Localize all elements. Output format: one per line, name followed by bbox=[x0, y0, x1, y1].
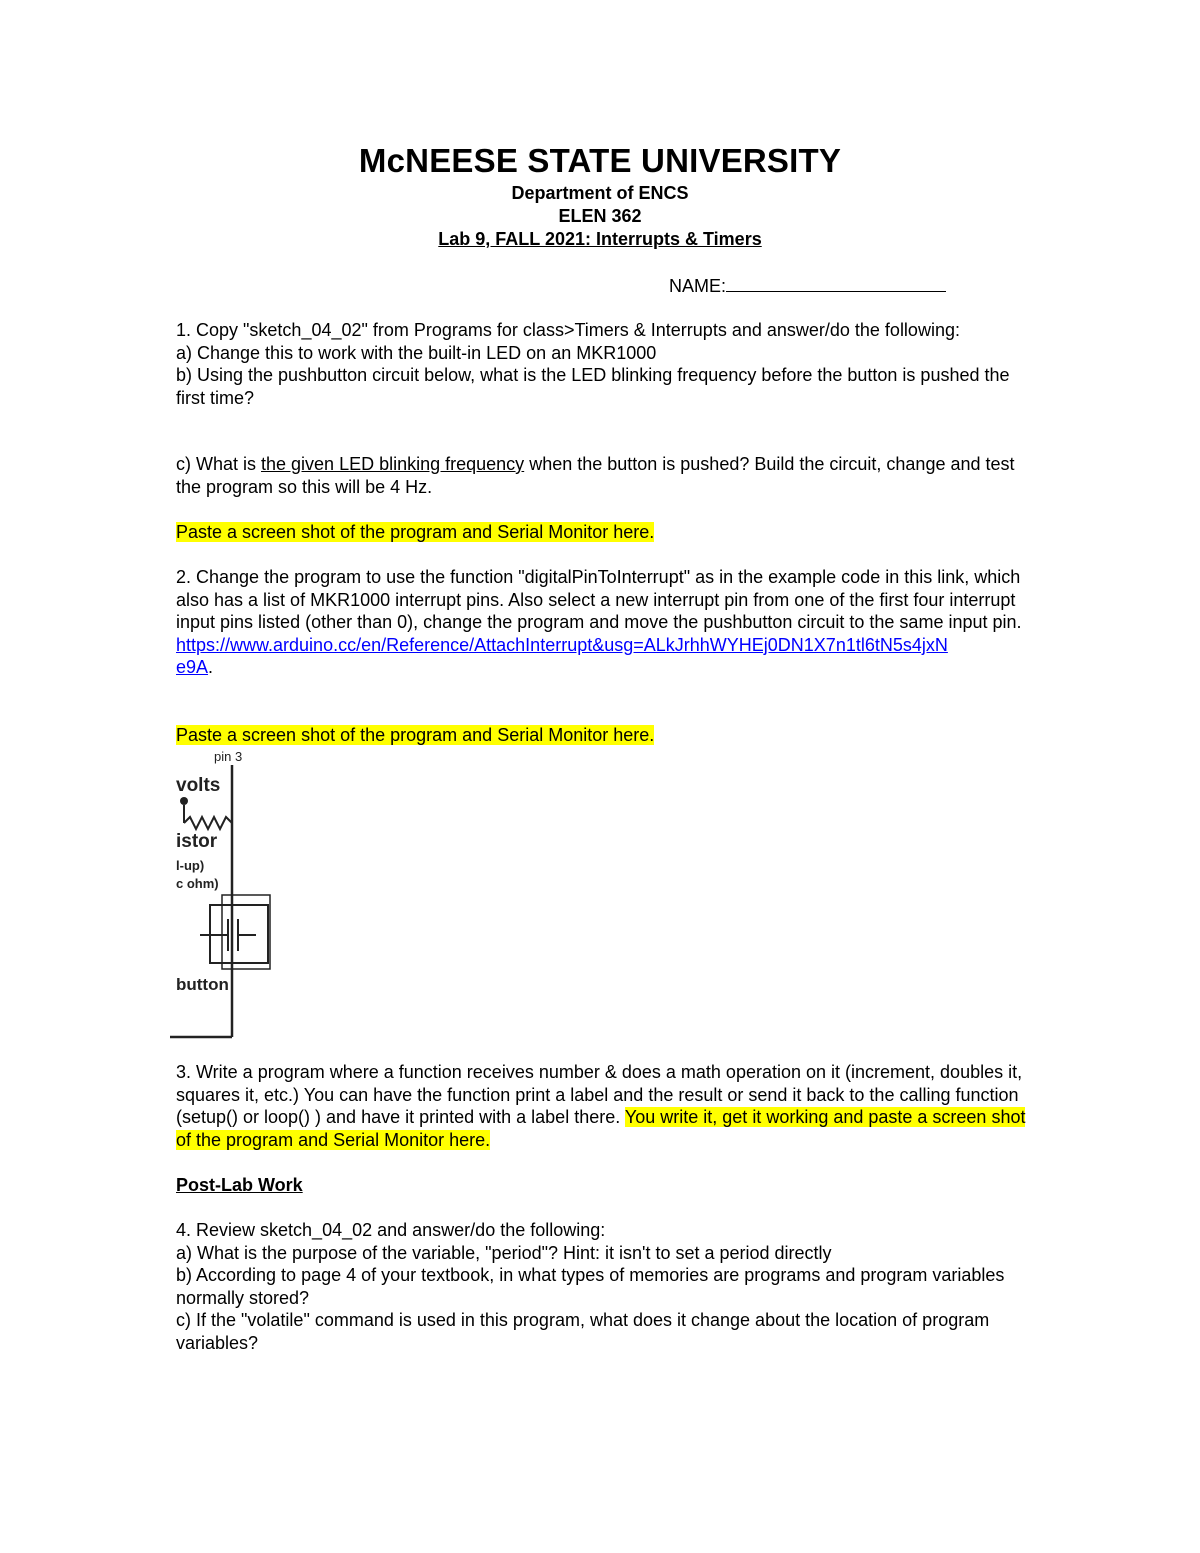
post-lab-heading bbox=[176, 1174, 1036, 1197]
arduino-reference-link[interactable]: https://www.arduino.cc/en/Reference/AttachInterrupt&usg=ALkJrhhWYHEj0DN1X7n1tl6tN5s4jxN bbox=[176, 634, 948, 655]
pushbutton-icon bbox=[200, 895, 270, 969]
q1-intro: 1. Copy "sketch_04_02" from Programs for class>Timers & Interrupts and answer/do the following: bbox=[176, 320, 960, 340]
q1-paste-highlight: Paste a screen shot of the program and Serial Monitor here. bbox=[176, 522, 655, 542]
q1-part-c bbox=[176, 453, 1036, 498]
q2-text: 2. Change the program to use the function "digitalPinToInterrupt" as in the example code in this link, which also has a list of MKR1000 interrupt pins. Also select a new interrupt pin from one of the first four interrupt input pins listed (other than 0), change the program and move the pushbutton circuit to the same input pin. bbox=[176, 567, 1022, 633]
circuit-pin-label: pin 3 bbox=[214, 749, 243, 764]
q1-c-suffix: when the button is pushed? Build the circuit, change and test the program so this will be 4 Hz. bbox=[176, 454, 1015, 497]
q1-part-b: b) Using the pushbutton circuit below, what is the LED blinking frequency before the button is pushed the first time? bbox=[176, 365, 1010, 408]
resistor-icon bbox=[184, 817, 232, 829]
circuit-button-label: button bbox=[176, 975, 229, 994]
arduino-reference-link-cont[interactable]: e9A bbox=[176, 657, 209, 678]
q4-intro: 4. Review sketch_04_02 and answer/do the following: bbox=[176, 1220, 606, 1240]
q1-c-underlined: the given LED blinking frequency bbox=[261, 454, 525, 474]
question-4 bbox=[176, 1219, 1036, 1355]
circuit-ohm-label: c ohm) bbox=[176, 876, 219, 891]
pushbutton-circuit-diagram bbox=[170, 745, 280, 1045]
q2-link-line-1 bbox=[176, 634, 1036, 657]
q1-c-prefix: c) What is bbox=[176, 454, 262, 474]
q2-paste-highlight: Paste a screen shot of the program and Serial Monitor here. bbox=[176, 725, 655, 745]
q1-paste-instruction bbox=[176, 521, 1036, 544]
circuit-pullup-label: l-up) bbox=[176, 858, 205, 873]
name-blank-line[interactable] bbox=[726, 274, 946, 292]
name-label: NAME: bbox=[669, 276, 727, 296]
lab-title: Lab 9, FALL 2021: Interrupts & Timers bbox=[438, 229, 762, 249]
q1-part-a: a) Change this to work with the built-in LED on an MKR1000 bbox=[176, 342, 657, 363]
q2-link-suffix: . bbox=[208, 657, 214, 678]
q4-part-b: b) According to page 4 of your textbook, in what types of memories are programs and program variables normally stored? bbox=[176, 1265, 1005, 1308]
circuit-resistor-label: istor bbox=[176, 831, 218, 852]
q3-text: 3. Write a program where a function receives number & does a math operation on it (increment, doubles it, squares it, etc.) You can have the function print a label and the result or send it back to the calling function (setup() or loop() ) and have it printed with a label there. bbox=[176, 1062, 1023, 1128]
question-3 bbox=[176, 1061, 1036, 1151]
q2-link-line-2 bbox=[176, 656, 1036, 679]
department-name: Department of ENCS bbox=[511, 183, 689, 203]
circuit-volts-label: volts bbox=[176, 775, 221, 796]
q3-highlight: You write it, get it working and paste a screen shot of the program and Serial Monitor here. bbox=[176, 1107, 1026, 1150]
q4-part-c: c) If the "volatile" command is used in this program, what does it change about the location of program variables? bbox=[176, 1310, 990, 1353]
circuit-supply-node bbox=[180, 797, 188, 805]
question-1 bbox=[176, 319, 1036, 409]
q2-paste-instruction bbox=[176, 724, 1036, 747]
course-code: ELEN 362 bbox=[558, 206, 642, 226]
question-2 bbox=[176, 566, 1036, 679]
post-lab-title: Post-Lab Work bbox=[176, 1175, 303, 1195]
q4-part-a: a) What is the purpose of the variable, "period"? Hint: it isn't to set a period directly bbox=[176, 1242, 832, 1263]
name-field bbox=[669, 274, 946, 297]
university-title: McNEESE STATE UNIVERSITY bbox=[358, 142, 842, 179]
